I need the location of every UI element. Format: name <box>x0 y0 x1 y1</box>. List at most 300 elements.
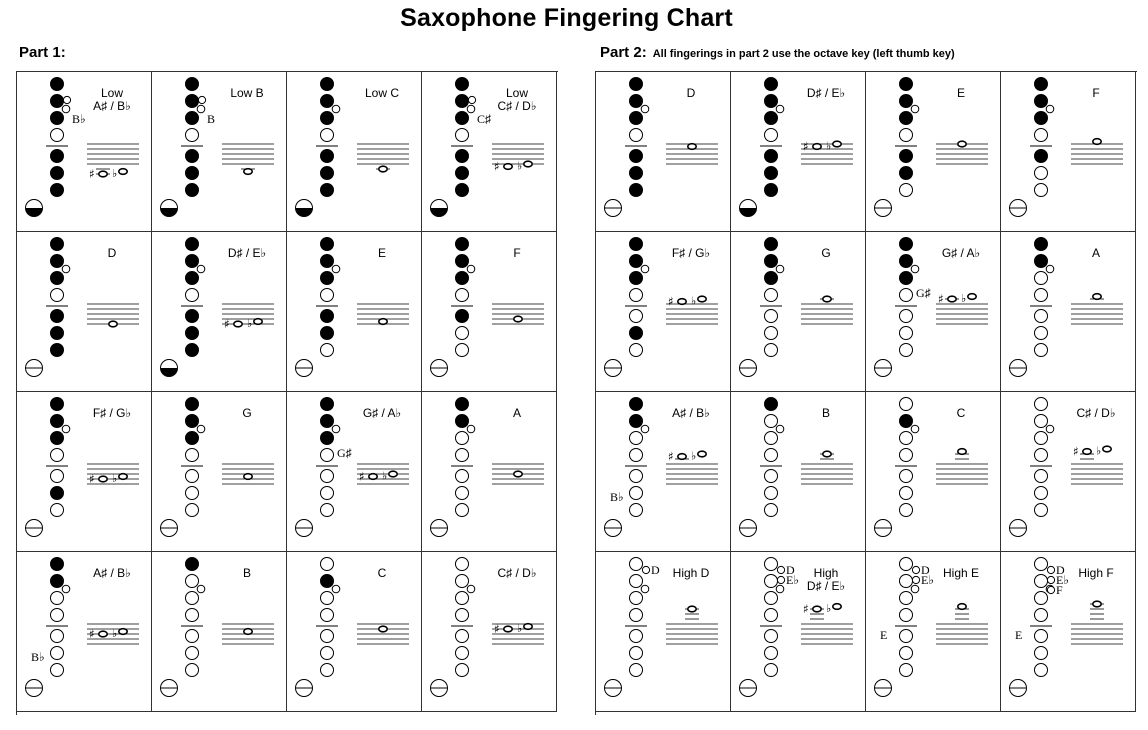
open-key <box>630 592 643 605</box>
open-key <box>765 575 778 588</box>
note-head <box>813 606 821 612</box>
note-head <box>109 321 117 327</box>
side-key <box>197 265 205 273</box>
fingering-diagram <box>152 232 286 391</box>
closed-key <box>1035 255 1048 268</box>
sharp-sign: ♯ <box>224 317 230 331</box>
note-head <box>254 319 262 325</box>
sharp-sign: ♯ <box>668 294 674 309</box>
side-key <box>641 105 649 113</box>
open-key <box>1035 272 1048 285</box>
closed-key <box>630 415 643 428</box>
open-key <box>765 310 778 323</box>
side-key <box>911 265 919 273</box>
closed-key <box>51 344 64 357</box>
part2-fingering-cell <box>731 392 866 552</box>
fingering-diagram <box>422 392 556 551</box>
open-key <box>1035 449 1048 462</box>
closed-key <box>51 487 64 500</box>
side-key-label: E <box>880 628 888 642</box>
open-key <box>630 647 643 660</box>
side-key <box>467 425 475 433</box>
open-key <box>1035 609 1048 622</box>
closed-key <box>51 310 64 323</box>
side-key <box>776 425 784 433</box>
side-key-label: D <box>786 563 795 577</box>
part1-fingering-cell <box>287 392 422 552</box>
closed-key <box>900 167 913 180</box>
side-key <box>197 585 205 593</box>
open-key <box>900 129 913 142</box>
open-key <box>321 664 334 677</box>
open-key <box>765 449 778 462</box>
open-key <box>51 504 64 517</box>
fingering-diagram <box>287 232 421 391</box>
open-key <box>456 609 469 622</box>
closed-key <box>186 95 199 108</box>
sharp-sign: ♯ <box>803 139 809 154</box>
part1-grid <box>16 71 558 715</box>
open-key <box>456 592 469 605</box>
note-head <box>688 144 696 150</box>
sharp-sign: ♯ <box>494 159 500 174</box>
open-key <box>51 664 64 677</box>
palm-key <box>912 566 919 573</box>
closed-key <box>456 310 469 323</box>
open-key <box>186 470 199 483</box>
open-key <box>1035 575 1048 588</box>
closed-key <box>765 184 778 197</box>
part1-fingering-cell <box>152 232 287 392</box>
note-head <box>968 294 976 300</box>
open-key <box>630 470 643 483</box>
sharp-sign: ♯ <box>668 449 674 464</box>
open-key <box>900 470 913 483</box>
closed-key <box>630 327 643 340</box>
closed-key <box>321 327 334 340</box>
note-head <box>958 604 966 610</box>
open-key <box>186 129 199 142</box>
flat-sign: ♭ <box>826 139 832 153</box>
note-name-label: D <box>686 86 696 100</box>
palm-key <box>63 96 70 103</box>
note-name-label: Low <box>100 86 123 100</box>
open-key <box>1035 470 1048 483</box>
fingering-diagram <box>287 392 421 551</box>
part1-fingering-cell <box>422 392 557 552</box>
open-key <box>186 504 199 517</box>
closed-key <box>186 310 199 323</box>
note-head <box>369 474 377 480</box>
open-key <box>630 487 643 500</box>
side-key <box>1046 105 1054 113</box>
note-name-label: High D <box>672 566 710 580</box>
closed-key <box>51 272 64 285</box>
note-head <box>958 141 966 147</box>
part1-fingering-cell <box>17 232 152 392</box>
note-head <box>504 164 512 170</box>
open-key <box>1035 344 1048 357</box>
part1-fingering-cell <box>287 72 422 232</box>
closed-key <box>51 415 64 428</box>
fingering-diagram <box>1001 232 1135 391</box>
closed-key <box>765 255 778 268</box>
open-key <box>630 449 643 462</box>
note-name-label: E <box>377 246 386 260</box>
note-name-label: D♯ / E♭ <box>227 246 267 260</box>
closed-key <box>51 327 64 340</box>
open-key <box>51 592 64 605</box>
open-key <box>1035 167 1048 180</box>
fingering-diagram <box>731 552 865 711</box>
fingering-diagram <box>17 392 151 551</box>
closed-key <box>456 112 469 125</box>
part2-fingering-cell <box>866 392 1001 552</box>
closed-key <box>456 255 469 268</box>
note-head <box>823 451 831 457</box>
open-key <box>900 664 913 677</box>
note-name-label: Low <box>505 86 528 100</box>
part2-fingering-cell <box>596 552 731 712</box>
open-key <box>321 592 334 605</box>
closed-key <box>630 255 643 268</box>
thumb-key-half-fill <box>740 208 757 217</box>
thumb-key-half-fill <box>161 208 178 217</box>
note-head <box>379 626 387 632</box>
sharp-sign: ♯ <box>359 469 365 484</box>
closed-key <box>51 238 64 251</box>
note-name-label: C♯ / D♭ <box>1076 406 1116 420</box>
fingering-diagram <box>731 392 865 551</box>
open-key <box>456 504 469 517</box>
open-key <box>1035 647 1048 660</box>
open-key <box>630 504 643 517</box>
note-name-label: E <box>956 86 965 100</box>
open-key <box>765 504 778 517</box>
closed-key <box>321 167 334 180</box>
note-name-label: G♯ / A♭ <box>941 246 981 260</box>
sharp-sign: ♯ <box>89 472 95 486</box>
note-name-label: C <box>377 566 387 580</box>
open-key <box>1035 664 1048 677</box>
side-key <box>911 585 919 593</box>
side-key-label: D <box>1056 563 1065 577</box>
open-key <box>630 129 643 142</box>
open-key <box>630 630 643 643</box>
note-name-label: C <box>956 406 966 420</box>
closed-key <box>186 150 199 163</box>
note-name-label: High F <box>1078 566 1114 580</box>
thumb-key-half-fill <box>26 208 43 217</box>
closed-key <box>456 167 469 180</box>
closed-key <box>321 150 334 163</box>
closed-key <box>51 150 64 163</box>
open-key <box>456 129 469 142</box>
thumb-key-half-fill <box>296 208 313 217</box>
part2-fingering-cell <box>1001 72 1136 232</box>
note-name-label: D <box>107 246 117 260</box>
palm-key <box>912 576 919 583</box>
flat-sign: ♭ <box>247 317 253 330</box>
open-key <box>900 504 913 517</box>
side-key <box>332 585 340 593</box>
closed-key <box>51 184 64 197</box>
open-key <box>321 630 334 643</box>
part2-fingering-cell <box>596 232 731 392</box>
open-key <box>51 609 64 622</box>
open-key <box>900 558 913 571</box>
fingering-diagram <box>422 232 556 391</box>
open-key <box>1035 432 1048 445</box>
part2-fingering-cell <box>596 72 731 232</box>
open-key <box>630 310 643 323</box>
note-head <box>99 476 107 482</box>
note-head <box>958 449 966 455</box>
fingering-diagram <box>422 552 556 711</box>
side-key-label: D <box>651 563 660 577</box>
closed-key <box>186 167 199 180</box>
note-name-label: F <box>513 246 521 260</box>
fingering-diagram <box>152 392 286 551</box>
note-head <box>119 629 127 635</box>
side-key-label: B <box>207 112 216 126</box>
open-key <box>51 449 64 462</box>
open-key <box>630 609 643 622</box>
part2-fingering-cell <box>1001 232 1136 392</box>
part1-fingering-cell <box>422 72 557 232</box>
open-key <box>186 592 199 605</box>
closed-key <box>456 415 469 428</box>
closed-key <box>186 78 199 91</box>
closed-key <box>186 558 199 571</box>
open-key <box>456 344 469 357</box>
open-key <box>765 630 778 643</box>
note-name-label: A <box>1091 246 1100 260</box>
open-key <box>186 449 199 462</box>
note-head <box>1093 294 1101 300</box>
closed-key <box>1035 238 1048 251</box>
note-head <box>678 454 686 460</box>
side-key <box>1046 425 1054 433</box>
closed-key <box>1035 95 1048 108</box>
closed-key <box>321 255 334 268</box>
fingering-diagram <box>422 72 556 231</box>
part1-fingering-cell <box>17 392 152 552</box>
closed-key <box>186 255 199 268</box>
open-key <box>765 487 778 500</box>
note-name-label: F <box>1092 86 1100 100</box>
open-key <box>186 664 199 677</box>
closed-key <box>186 398 199 411</box>
part2-fingering-cell <box>731 72 866 232</box>
flat-sign: ♭ <box>961 292 967 305</box>
note-name-label: A♯ / B♭ <box>93 99 131 113</box>
note-head <box>119 474 127 480</box>
closed-key <box>630 272 643 285</box>
note-name-label: G♯ / A♭ <box>362 406 402 420</box>
part2-fingering-cell <box>596 392 731 552</box>
open-key <box>765 647 778 660</box>
side-key <box>332 425 340 433</box>
closed-key <box>630 184 643 197</box>
closed-key <box>51 78 64 91</box>
open-key <box>321 470 334 483</box>
open-key <box>900 289 913 302</box>
closed-key <box>186 415 199 428</box>
closed-key <box>186 327 199 340</box>
palm-key <box>777 566 784 573</box>
closed-key <box>186 184 199 197</box>
note-head <box>813 144 821 150</box>
part1-fingering-cell <box>152 392 287 552</box>
open-key <box>630 344 643 357</box>
open-key <box>456 470 469 483</box>
note-head <box>379 319 387 325</box>
flat-sign: ♭ <box>1096 444 1102 458</box>
part2-label: Part 2: <box>600 44 647 61</box>
palm-key <box>1047 566 1054 573</box>
note-name-label: A♯ / B♭ <box>672 406 710 420</box>
open-key <box>1035 184 1048 197</box>
side-key <box>776 105 784 113</box>
fingering-diagram <box>731 72 865 231</box>
side-key <box>1046 265 1054 273</box>
note-head <box>99 631 107 637</box>
closed-key <box>765 112 778 125</box>
fingering-diagram <box>152 552 286 711</box>
part2-fingering-cell <box>1001 552 1136 712</box>
closed-key <box>1035 112 1048 125</box>
closed-key <box>51 558 64 571</box>
open-key <box>630 289 643 302</box>
note-head <box>678 299 686 305</box>
open-key <box>186 289 199 302</box>
side-key <box>911 105 919 113</box>
note-head <box>833 141 841 147</box>
note-name-label: Low C <box>364 86 399 100</box>
side-key <box>467 265 475 273</box>
closed-key <box>765 167 778 180</box>
part2-fingering-cell <box>866 232 1001 392</box>
open-key <box>1035 504 1048 517</box>
part2-fingering-cell <box>731 552 866 712</box>
closed-key <box>765 272 778 285</box>
open-key <box>51 289 64 302</box>
note-name-label: D♯ / E♭ <box>806 579 846 593</box>
part1-fingering-cell <box>152 552 287 712</box>
fingering-diagram <box>1001 72 1135 231</box>
palm-key <box>1047 576 1054 583</box>
closed-key <box>186 272 199 285</box>
note-name-label: F♯ / G♭ <box>671 246 711 260</box>
palm-key <box>198 96 205 103</box>
side-key-label: G♯ <box>916 286 931 300</box>
fingering-diagram <box>731 232 865 391</box>
side-key-label: C♯ <box>477 112 492 126</box>
open-key <box>630 432 643 445</box>
closed-key <box>765 398 778 411</box>
part1-fingering-cell <box>422 232 557 392</box>
fingering-diagram <box>866 72 1000 231</box>
open-key <box>900 344 913 357</box>
side-key <box>467 105 475 113</box>
open-key <box>186 609 199 622</box>
closed-key <box>321 310 334 323</box>
part1-fingering-cell <box>152 72 287 232</box>
closed-key <box>51 575 64 588</box>
thumb-key-half-fill <box>161 368 178 377</box>
closed-key <box>765 238 778 251</box>
closed-key <box>900 238 913 251</box>
closed-key <box>900 78 913 91</box>
palm-key <box>468 96 475 103</box>
note-head <box>698 451 706 457</box>
closed-key <box>186 112 199 125</box>
sharp-sign: ♯ <box>938 292 944 306</box>
open-key <box>900 449 913 462</box>
part1-fingering-cell <box>17 552 152 712</box>
fingering-diagram <box>596 552 730 711</box>
open-key <box>765 592 778 605</box>
fingering-diagram <box>1001 392 1135 551</box>
open-key <box>186 487 199 500</box>
closed-key <box>1035 150 1048 163</box>
open-key <box>765 327 778 340</box>
sharp-sign: ♯ <box>803 602 809 616</box>
side-key <box>197 425 205 433</box>
side-key <box>197 105 205 113</box>
open-key <box>1035 327 1048 340</box>
note-head <box>234 321 242 327</box>
fingering-diagram <box>596 232 730 391</box>
side-key <box>641 585 649 593</box>
note-head <box>379 166 387 172</box>
closed-key <box>765 150 778 163</box>
note-head <box>244 629 252 635</box>
closed-key <box>321 575 334 588</box>
part1-fingering-cell <box>422 552 557 712</box>
note-head <box>504 626 512 632</box>
sharp-sign: ♯ <box>1073 444 1079 459</box>
fingering-diagram <box>287 72 421 231</box>
side-key-label: E <box>1015 628 1023 642</box>
fingering-diagram <box>1001 552 1135 711</box>
open-key <box>321 558 334 571</box>
closed-key <box>321 184 334 197</box>
side-key <box>911 425 919 433</box>
open-key <box>765 289 778 302</box>
note-name-label: B <box>242 566 251 580</box>
open-key <box>900 575 913 588</box>
fingering-diagram <box>866 232 1000 391</box>
open-key <box>900 432 913 445</box>
closed-key <box>900 150 913 163</box>
side-key <box>332 265 340 273</box>
open-key <box>630 575 643 588</box>
open-key <box>321 609 334 622</box>
side-key-label: E♭ <box>1056 573 1069 587</box>
open-key <box>1035 415 1048 428</box>
note-name-label: A <box>512 406 521 420</box>
open-key <box>630 664 643 677</box>
sharp-sign: ♯ <box>89 167 95 181</box>
closed-key <box>630 78 643 91</box>
closed-key <box>321 398 334 411</box>
open-key <box>321 449 334 462</box>
fingering-diagram <box>17 552 151 711</box>
open-key <box>186 647 199 660</box>
open-key <box>321 487 334 500</box>
